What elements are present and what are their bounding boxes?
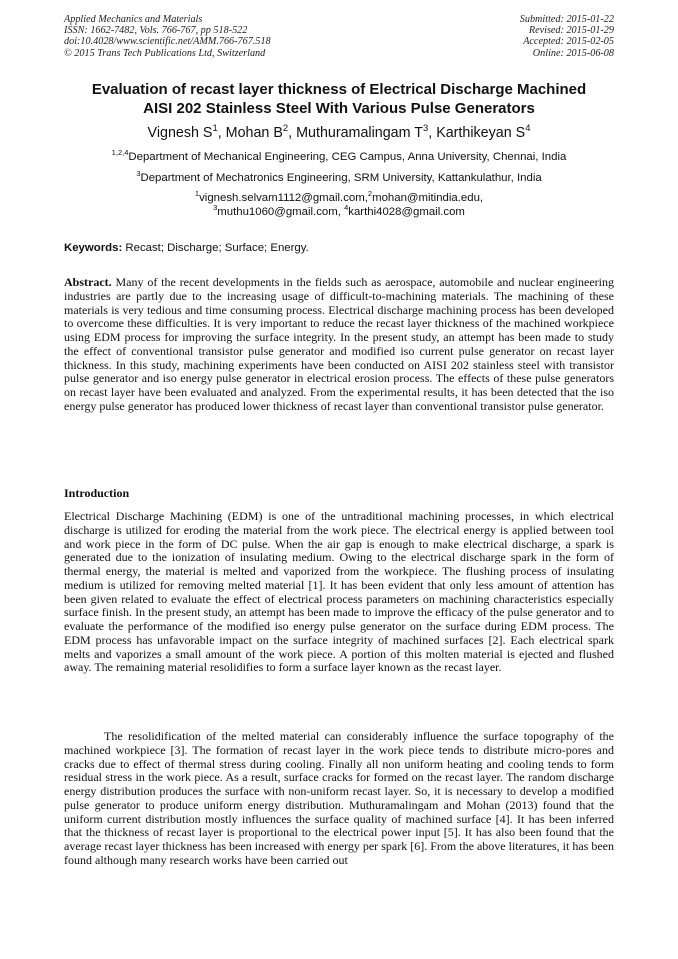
affiliation-sup: 1,2,4 xyxy=(111,148,129,158)
email-line-2: $^3$muthu1060@gmail.com, $^4$karthi4028@gmail.com xyxy=(213,203,465,218)
affiliation-2 xyxy=(30,171,648,185)
author-sup: 3 xyxy=(422,122,429,134)
journal-copyright: © 2015 Trans Tech Publications Ltd, Switzerland xyxy=(64,47,266,59)
journal-name: Applied Mechanics and Materials xyxy=(64,14,203,25)
email-line-1: $^1$vignesh.selvam1112@gmail.com,$^2$mohan@mitindia.edu, xyxy=(194,189,484,204)
author-name: Muthuramalingam T xyxy=(296,125,423,141)
author-sup: 4 xyxy=(525,122,531,134)
email-address[interactable]: karthi4028@gmail.com xyxy=(348,206,465,218)
affiliation-text: Department of Mechatronics Engineering, SRM University, Kattankulathur, India xyxy=(140,172,542,184)
affiliation-text: Department of Mechanical Engineering, CEG Campus, Anna University, Chennai, India xyxy=(128,151,567,163)
online-date: Online: 2015-06-08 xyxy=(532,47,614,59)
keywords xyxy=(64,241,614,255)
email-address[interactable]: mohan@mitindia.edu, xyxy=(372,192,484,204)
abstract xyxy=(64,276,614,414)
email-address[interactable]: vignesh.selvam1112@gmail.com, xyxy=(199,192,368,204)
intro-paragraph-1: Electrical Discharge Machining (EDM) is one of the untraditional machining processes, in which electrical discharge is utilized for eroding the material from the work piece. The electrical energy is applied between tool and work piece in the form of DC pulse. When the air gap is enough to make electrical discharge, a spark is generated due to the ionization of insulating medium. Owing to the electrical discharge spark in the form of thermal energy, the material is melted and vaporized from the workpiece. The flushing process of insulating medium is utilized for removing melted material [1]. It has been evident that only less amount of attention has been given related to evaluate the effect of electrical process parameters on machining characteristics especially surface finish. In the present study, an attempt has been made to improve the efficacy of the pulse generator and to evaluate the performance of the modified iso energy pulse generator on the surface during EDM process. The EDM process has unfavorable impact on the surface integrity of machined surfaces [2]. Each electrical spark melts and vaporizes a small amount of the work piece. A portion of this molten material is ejected and flushed away. The remaining material resolidifies to form a surface layer known as the recast layer. xyxy=(64,509,614,675)
submitted-date: Submitted: 2015-01-22 xyxy=(519,14,614,25)
paper-title xyxy=(48,80,630,118)
abstract-label: Abstract. xyxy=(64,275,112,289)
author-name: Vignesh S xyxy=(147,125,213,141)
intro-paragraph-2: The resolidification of the melted material can considerably influence the surface topography of the machined workpiece [3]. The formation of recast layer in the work piece tends to distribute micro-pores and cracks due to effect of thermal stress during cooling. Finally all non uniform heating and cooling tends to form residual stress in the work piece. As a result, surface cracks for formed on the recast layer. The random discharge energy distribution produces the surface with non-uniform recast layer. So, it is necessary to develop a modified pulse generator to produce uniform energy distribution. Muthuramalingam and Mohan (2013) found that the uniform current distribution mostly influences the surface quality of machined surface [4]. It has been inferred that the thickness of recast layer is proportional to the electrical power input [5]. It has also been found that the average recast layer thickness has been increased with energy per spark [6]. From the above literatures, it has been found although many research works have been carried out xyxy=(64,729,614,867)
affiliation-sup: 3 xyxy=(136,169,141,179)
journal-info xyxy=(64,14,271,59)
keywords-label: Keywords: xyxy=(64,242,123,254)
affiliation-1 xyxy=(30,150,648,164)
author-emails xyxy=(40,191,638,219)
keywords-text: Recast; Discharge; Surface; Energy. xyxy=(122,242,309,254)
abstract-text: Many of the recent developments in the fields such as aerospace, automobile and nuclear engineering industries are partly due to the increasing usage of difficult-to-machining materials. The machining of these materials is very tedious and time consuming process. Electrical discharge machining process has been developed to overcome these difficulties. It is very important to reduce the recast layer thickness of the machined workpiece using EDM process for improving the surface integrity. In the present study, an attempt has been made to study the effect of conventional transistor pulse generator and modified iso current pulse generator on recast layer thickness. In this study, machining experiments have been conducted on AISI 202 stainless steel with transistor pulse generator and iso energy pulse generator in electrical erosion process. The effects of these pulse generators on recast layer have been evaluated and analyzed. From the experimental results, it has been detected that the iso energy pulse generator has produced lower thickness of recast layer than conventional transistor pulse generator. xyxy=(64,275,614,413)
author-sup: 2 xyxy=(282,122,289,134)
author-name: Karthikeyan S xyxy=(436,125,526,141)
author-name: Mohan B xyxy=(225,125,283,141)
accepted-date: Accepted: 2015-02-05 xyxy=(523,36,614,48)
section-heading-introduction: Introduction xyxy=(64,486,130,500)
publication-dates xyxy=(520,14,614,59)
title-line-2: AISI 202 Stainless Steel With Various Pulse Generators xyxy=(143,100,535,117)
title-line-1: Evaluation of recast layer thickness of Electrical Discharge Machined xyxy=(91,81,587,98)
email-address[interactable]: muthu1060@gmail.com, xyxy=(217,206,345,218)
revised-date: Revised: 2015-01-29 xyxy=(528,25,614,37)
journal-doi: doi:10.4028/www.scientific.net/AMM.766-767.518 xyxy=(64,36,271,48)
journal-issn: ISSN: 1662-7482, Vols. 766-767, pp 518-522 xyxy=(64,25,248,37)
author-list: Vignesh $S^1$, Mohan $B^2$, Muthuramalingam $T^3$, Karthikeyan $S^4$ xyxy=(147,122,531,141)
author-sup: 1 xyxy=(212,122,218,134)
